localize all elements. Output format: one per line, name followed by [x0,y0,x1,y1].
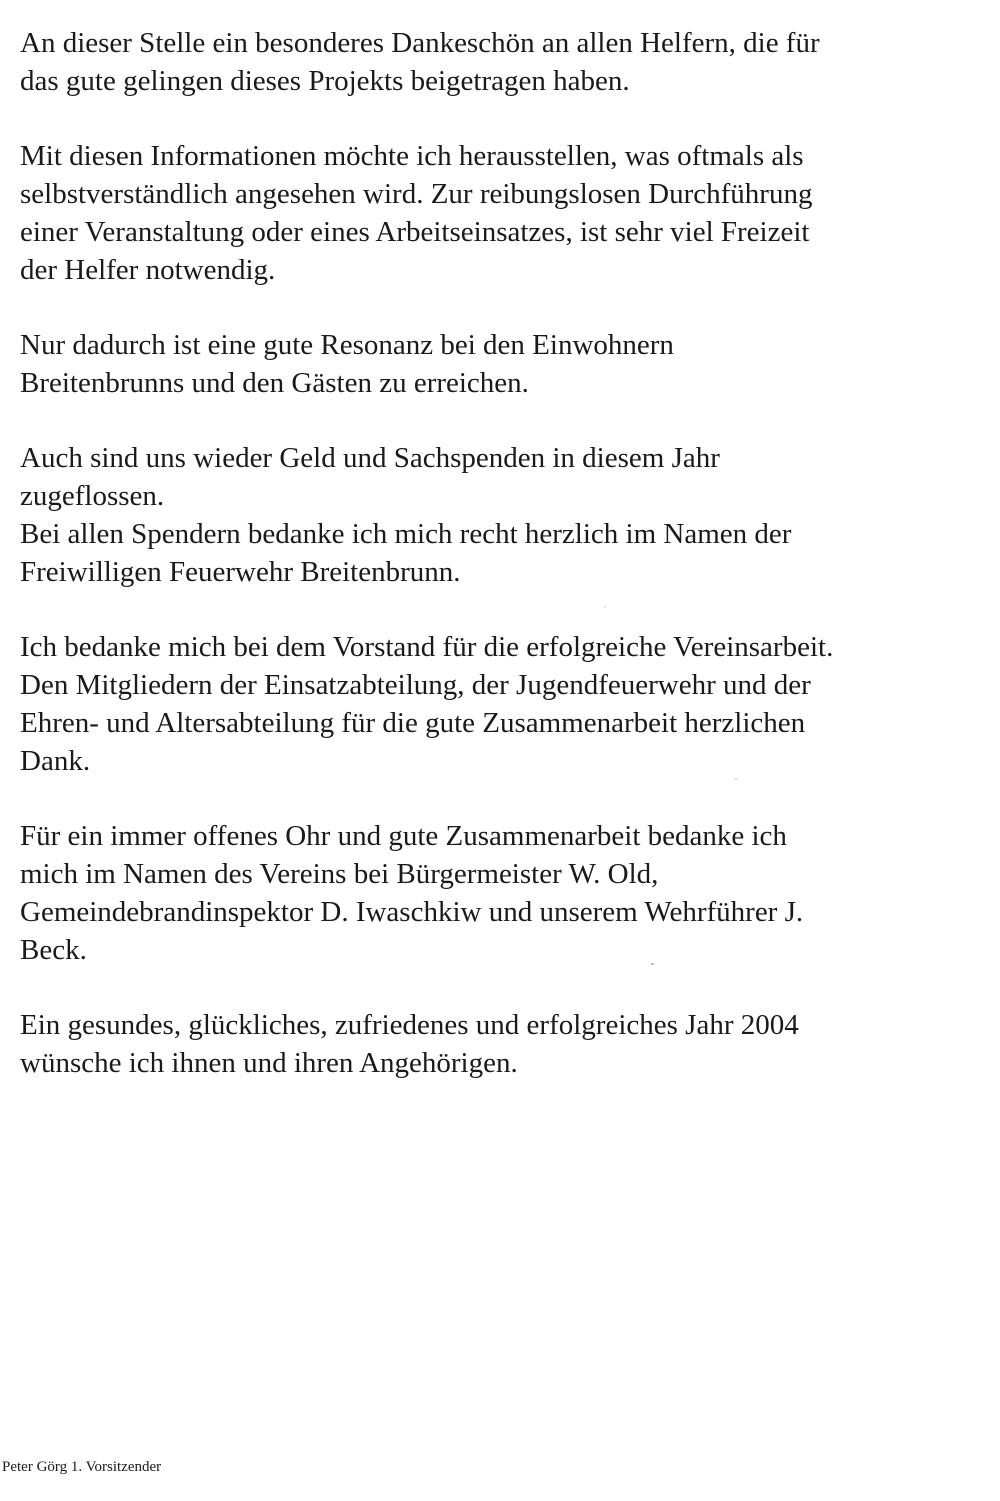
text-line: wünsche ich ihnen und ihren Angehörigen. [20,1047,518,1079]
text-line: der Helfer notwendig. [20,254,276,286]
text-line: Auch sind uns wieder Geld und Sachspenden in diesem Jahr [20,442,720,474]
text-line: Ich bedanke mich bei dem Vorstand für die erfolgreiche Vereinsarbeit. [20,631,834,663]
signature-footer: Peter Görg 1. Vorsitzender [2,1459,162,1475]
paragraph-board-thanks [20,628,980,780]
paragraph-resonance [20,326,980,402]
text-line: Bei allen Spendern bedanke ich mich recht herzlich im Namen der [20,518,792,550]
text-line: einer Veranstaltung oder eines Arbeitseinsatzes, ist sehr viel Freizeit [20,216,810,248]
text-line: das gute gelingen dieses Projekts beigetragen haben. [20,65,630,97]
letter-body [20,24,980,1119]
scan-speck [735,778,737,780]
paragraph-donations [20,439,980,591]
text-line: mich im Namen des Vereins bei Bürgermeister W. Old, [20,858,659,890]
text-line: Ehren- und Altersabteilung für die gute Zusammenarbeit herzlichen [20,707,806,739]
text-line: zugeflossen. [20,480,165,512]
paragraph-thanks-helpers [20,24,980,100]
text-line: Den Mitgliedern der Einsatzabteilung, der Jugendfeuerwehr und der [20,669,811,701]
scan-speck [604,606,606,608]
text-line: Freiwilligen Feuerwehr Breitenbrunn. [20,556,461,588]
text-line: Gemeindebrandinspektor D. Iwaschkiw und unserem Wehrführer J. [20,896,804,928]
text-line: Ein gesundes, glückliches, zufriedenes und erfolgreiches Jahr 2004 [20,1009,799,1041]
scan-speck [651,963,654,965]
text-line: Für ein immer offenes Ohr und gute Zusammenarbeit bedanke ich [20,820,787,852]
text-line: Mit diesen Informationen möchte ich herausstellen, was oftmals als [20,140,804,172]
paragraph-officials-thanks [20,817,980,969]
text-line: Breitenbrunns und den Gästen zu erreichen. [20,367,529,399]
text-line: Beck. [20,934,87,966]
paragraph-new-year-wishes [20,1006,980,1082]
text-line: Dank. [20,745,91,777]
paragraph-information [20,137,980,289]
text-line: selbstverständlich angesehen wird. Zur reibungslosen Durchführung [20,178,813,210]
text-line: An dieser Stelle ein besonderes Dankeschön an allen Helfern, die für [20,27,820,59]
text-line: Nur dadurch ist eine gute Resonanz bei den Einwohnern [20,329,674,361]
